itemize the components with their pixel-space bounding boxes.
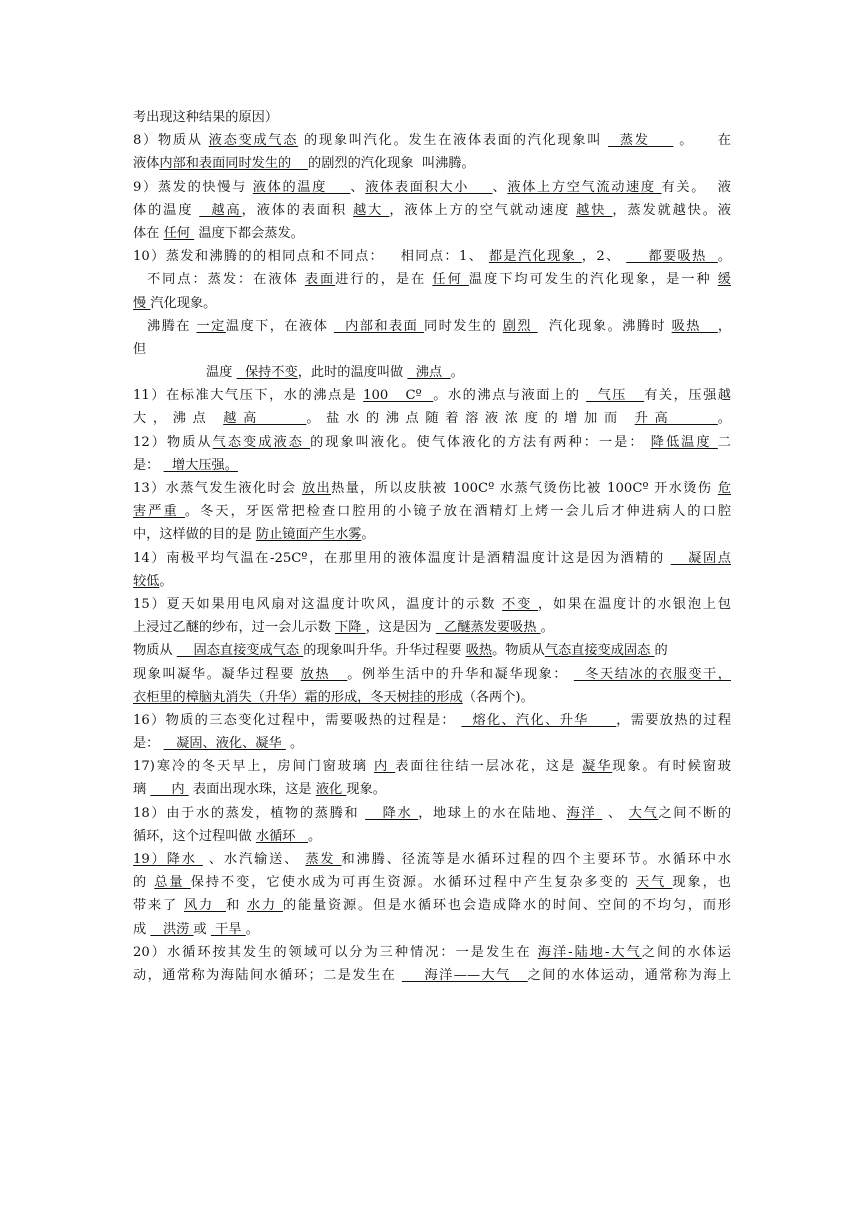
text-segment: 的现象叫汽化。发生在液体表面的汽化现象叫 xyxy=(298,133,609,149)
text-segment: 20）水循环按其发生的领域可以分为三种情况：一是发生在 xyxy=(133,944,538,960)
text-line xyxy=(133,709,731,732)
text-segment: 之间的水体运动，通常称为海上 xyxy=(527,967,732,983)
text-segment: 10）蒸发和沸腾的的相同点和不同点： 相同点：1、 xyxy=(133,249,489,265)
text-line xyxy=(133,894,731,917)
text-segment: 温度下都会蒸发。 xyxy=(194,225,304,241)
text-segment: 16）物质的三态变化过程中，需要吸热的过程是： xyxy=(133,712,462,728)
text-segment: 体在 xyxy=(133,225,164,241)
underlined-answer: 气压 xyxy=(586,388,645,404)
text-segment: 。 xyxy=(540,620,554,636)
underlined-answer: 一定 xyxy=(196,318,226,334)
text-line xyxy=(133,176,731,199)
text-segment: 上浸过乙醚的纱布，过一会儿示数 xyxy=(133,620,336,636)
text-segment: 同时发生的 xyxy=(423,318,503,334)
text-segment: 汽化现象。 xyxy=(150,295,217,311)
text-segment: 。 xyxy=(245,921,259,937)
text-segment: ，如果在温度计的水银泡上包 xyxy=(538,596,731,612)
text-line xyxy=(133,755,731,778)
underlined-answer: 海洋-陆地-大气 xyxy=(537,944,642,960)
text-segment: 现象。有时候窗玻 xyxy=(612,759,731,775)
text-segment: 13）水蒸气发生液化时会 xyxy=(133,481,302,496)
text-segment: 。 xyxy=(285,736,304,752)
text-line xyxy=(133,315,731,338)
underlined-answer: 洪涝 xyxy=(150,921,194,937)
text-segment: 的现象叫液化。使气体液化的方法有两种：一是： xyxy=(310,434,651,450)
underlined-answer: 总量 xyxy=(154,875,191,891)
text-line xyxy=(133,384,731,407)
underlined-answer: 降低温度 xyxy=(650,434,718,450)
text-segment: 、 xyxy=(602,805,629,821)
underlined-answer: 任何 xyxy=(163,225,195,241)
text-line xyxy=(133,778,731,801)
text-segment: 的 xyxy=(133,875,155,891)
underlined-answer: 液化 xyxy=(315,782,347,798)
underlined-answer: 凝固点 xyxy=(670,550,731,566)
document-page xyxy=(133,106,731,987)
text-segment: ，液体的表面积 xyxy=(241,202,354,218)
underlined-answer: 都是汽化现象 xyxy=(488,249,582,265)
underlined-answer: 液体上方空气流动速度 xyxy=(507,179,662,195)
underlined-answer: 内部和表面 xyxy=(333,318,424,334)
text-segment: 体的温度 xyxy=(133,202,200,218)
text-segment: 。 xyxy=(361,527,375,543)
text-segment: ，蒸发就越快。液 xyxy=(612,202,731,218)
underlined-answer: 表面 xyxy=(304,272,336,288)
underlined-answer: 内 xyxy=(150,782,189,798)
text-line xyxy=(133,361,731,384)
text-segment: 温度下均可发生的汽化现象，是一种 xyxy=(468,272,718,288)
underlined-answer: 放出 xyxy=(302,481,332,496)
text-line xyxy=(133,593,731,616)
underlined-answer: 吸热 xyxy=(465,643,493,659)
text-segment: 和沸腾、径流等是水循环过程的四个主要环节。水循环中水 xyxy=(341,852,731,867)
text-segment: 是： xyxy=(133,457,164,473)
text-segment: 的剧烈的汽化现象 叫沸腾。 xyxy=(308,156,475,172)
text-segment: 的 xyxy=(654,643,668,659)
text-segment: 现象叫凝华。凝华过程要 xyxy=(133,666,301,682)
text-line xyxy=(133,686,731,709)
text-segment: 是： xyxy=(133,736,164,752)
text-segment: 汽化现象。沸腾时 xyxy=(537,318,672,334)
underlined-answer: 越大 xyxy=(353,202,390,218)
text-line xyxy=(133,825,731,848)
underlined-answer: 凝固、液化、凝华 xyxy=(163,736,286,752)
text-line xyxy=(133,152,731,175)
underlined-answer: 都要吸热 xyxy=(626,249,718,265)
underlined-answer: 海洋——大气 xyxy=(401,967,528,983)
text-segment: 成 xyxy=(133,921,151,937)
underlined-answer: 升高 xyxy=(634,411,718,427)
text-segment: 进行的，是在 xyxy=(335,272,433,288)
text-segment: 9）蒸发的快慢与 xyxy=(133,179,253,195)
text-segment: 、 xyxy=(350,179,366,195)
underlined-answer: 干旱 xyxy=(210,921,246,937)
text-segment: 。物质从 xyxy=(492,643,545,659)
text-segment: 11）在标准大气压下，水的沸点是 xyxy=(133,388,364,404)
text-segment: 动，通常称为海陆间水循环；二是发生在 xyxy=(133,967,402,983)
underlined-answer: 害严重 xyxy=(133,504,185,520)
text-line xyxy=(133,477,731,500)
text-segment: 温度 xyxy=(206,365,237,381)
text-segment: 。盐水的沸点随着溶液浓度的增加而 xyxy=(306,411,635,427)
text-segment: 12）物质从 xyxy=(133,434,213,450)
text-line xyxy=(133,245,731,268)
underlined-answer: 越高 xyxy=(223,411,307,427)
text-line xyxy=(133,454,731,477)
text-segment: 。冬天，牙医常把检查口腔用的小镜子放在酒精灯上烤一会儿后才伸进病人的口腔 xyxy=(184,504,732,520)
text-line xyxy=(133,732,731,755)
text-segment: 17)寒冷的冬天早上，房间门窗玻璃 xyxy=(133,759,374,775)
underlined-answer: 缓 xyxy=(717,272,731,288)
text-segment: 的能量资源。但是水循环也会造成降水的时间、空间的不均匀，而形 xyxy=(282,898,731,914)
underlined-answer: 任何 xyxy=(432,272,469,288)
underlined-answer: 水循环 xyxy=(255,828,309,844)
text-segment: 但 xyxy=(133,341,147,357)
text-segment: 15）夏天如果用电风扇对这温度计吹风，温度计的示数 xyxy=(133,596,503,612)
text-line xyxy=(133,871,731,894)
text-line xyxy=(133,848,731,871)
text-line xyxy=(133,338,731,361)
text-segment: 的现象叫升华。升华过程要 xyxy=(303,643,466,659)
text-line xyxy=(133,268,731,291)
underlined-answer: 海洋 xyxy=(566,805,603,821)
text-segment: 、 xyxy=(492,179,508,195)
text-line xyxy=(133,964,731,987)
underlined-answer: 100 Cº xyxy=(363,388,434,404)
text-segment: 。 xyxy=(717,411,731,427)
text-segment: 8）物质从 xyxy=(133,133,209,149)
underlined-answer: 蒸发 xyxy=(608,133,674,149)
underlined-answer: 19）降水 xyxy=(133,852,203,867)
underlined-answer: 不变 xyxy=(502,596,539,612)
text-segment: ，地球上的水在陆地、 xyxy=(418,805,567,821)
text-line xyxy=(133,523,731,546)
text-line xyxy=(133,918,731,941)
underlined-answer: 液体的温度 xyxy=(252,179,351,195)
text-line xyxy=(133,616,731,639)
text-segment: 。例举生活中的升华和凝华现象： xyxy=(347,666,574,682)
text-segment: 。 xyxy=(450,365,464,381)
text-segment: 大，沸点 xyxy=(133,411,224,427)
underlined-answer: 较低 xyxy=(133,573,160,589)
text-line xyxy=(133,500,731,523)
text-segment: 有关，压强越 xyxy=(644,388,731,404)
text-segment: 18）由于水的蒸发，植物的蒸腾和 xyxy=(133,805,366,821)
underlined-answer: 内 xyxy=(373,759,396,775)
text-segment: 二 xyxy=(717,434,731,450)
text-segment: 和 xyxy=(225,898,247,914)
underlined-answer: 气态变成液态 xyxy=(212,434,311,450)
text-segment: ，此时的温度叫做 xyxy=(297,365,408,381)
text-segment: 14）南极平均气温在-25Cº，在那里用的液体温度计是酒精温度计这是因为酒精的 xyxy=(133,550,671,566)
underlined-answer: 降水 xyxy=(365,805,419,821)
underlined-answer: 大气 xyxy=(628,805,659,821)
underlined-answer: 内部和表面同时发生的 xyxy=(159,156,309,172)
text-segment: 有关。 液 xyxy=(661,179,731,195)
underlined-answer: 乙醚蒸发要吸热 xyxy=(435,620,541,636)
underlined-answer: 增大压强。 xyxy=(163,457,238,473)
underlined-answer: 天气 xyxy=(635,875,673,891)
underlined-answer: 水力 xyxy=(246,898,283,914)
underlined-answer: 防止镜面产生水雾 xyxy=(255,527,362,543)
underlined-answer: 下降 xyxy=(335,620,366,636)
text-line xyxy=(133,547,731,570)
text-segment: 考出现这种结果的原因） xyxy=(133,110,279,125)
text-segment: （各两个)。 xyxy=(462,689,534,705)
underlined-answer: 剧烈 xyxy=(502,318,538,334)
text-segment: 中，这样做的目的是 xyxy=(133,527,256,543)
underlined-answer: 气态直接变成固态 xyxy=(544,643,655,659)
underlined-answer: 保持不变 xyxy=(236,365,298,381)
text-segment: 热量，所以皮肤被 100Cº 水蒸气烫伤比被 100Cº 开水烫伤 xyxy=(331,481,718,496)
underlined-answer: 放热 xyxy=(300,666,348,682)
text-segment: 物质从 xyxy=(133,643,177,659)
text-segment: 带来了 xyxy=(133,898,184,914)
underlined-answer: 吸热 xyxy=(671,318,718,334)
text-segment: 现象。 xyxy=(346,782,386,798)
text-line xyxy=(133,222,731,245)
text-segment: 循环，这个过程叫做 xyxy=(133,828,256,844)
underlined-answer: 液体表面积大小 xyxy=(365,179,493,195)
text-segment: 之间不断的 xyxy=(658,805,732,821)
underlined-answer: 凝华 xyxy=(582,759,613,775)
underlined-answer: 冬天结冰的衣服变干， xyxy=(573,666,731,682)
text-line xyxy=(133,570,731,593)
underlined-answer: 越高 xyxy=(199,202,242,218)
text-line xyxy=(133,941,731,964)
underlined-answer: 慢 xyxy=(133,295,151,311)
text-segment: 。 xyxy=(159,573,173,589)
text-segment: ，2、 xyxy=(581,249,627,265)
text-segment: 表面出现水珠，这是 xyxy=(188,782,316,798)
text-segment: ， xyxy=(717,318,731,334)
text-segment: 。 xyxy=(717,249,731,265)
text-segment: 。水的沸点与液面上的 xyxy=(433,388,587,404)
text-segment: 璃 xyxy=(133,782,151,798)
text-line xyxy=(133,663,731,686)
text-line xyxy=(133,106,731,129)
text-segment: 温度下，在液体 xyxy=(225,318,334,334)
underlined-answer: 熔化、汽化、升华 xyxy=(461,712,617,728)
text-line xyxy=(133,407,731,430)
underlined-answer: 液态变成气态 xyxy=(208,133,299,149)
text-line xyxy=(133,292,731,315)
text-segment: ，这是因为 xyxy=(365,620,436,636)
text-line xyxy=(133,431,731,454)
text-line xyxy=(133,802,731,825)
text-line xyxy=(133,129,731,152)
text-segment: 。 xyxy=(308,828,322,844)
text-segment: 液体 xyxy=(133,156,160,172)
text-segment: 。 在 xyxy=(673,133,731,149)
text-segment: ，需要放热的过程 xyxy=(616,712,732,728)
underlined-answer: 危 xyxy=(717,481,731,496)
underlined-answer: 衣柜里的樟脑丸消失（升华）霜的形成，冬天树挂的形成 xyxy=(133,689,463,705)
text-line xyxy=(133,199,731,222)
underlined-answer: 风力 xyxy=(183,898,226,914)
text-segment: 之间的水体运 xyxy=(641,944,731,960)
text-segment: 现象，也 xyxy=(672,875,731,891)
text-segment: 、水汽输送、 xyxy=(202,852,306,867)
underlined-answer: 蒸发 xyxy=(305,852,342,867)
text-segment: 表面往往结一层冰花，这是 xyxy=(395,759,583,775)
underlined-answer: 沸点 xyxy=(407,365,451,381)
text-segment: 保持不变，它使水成为可再生资源。水循环过程中产生复杂多变的 xyxy=(190,875,636,891)
text-segment: 不同点：蒸发：在液体 xyxy=(147,272,305,288)
text-segment: 沸腾在 xyxy=(147,318,197,334)
underlined-answer: 越快 xyxy=(576,202,613,218)
text-segment: 或 xyxy=(193,921,211,937)
text-segment: ，液体上方的空气就动速度 xyxy=(389,202,577,218)
text-line xyxy=(133,639,731,662)
underlined-answer: 固态直接变成气态 xyxy=(176,643,304,659)
